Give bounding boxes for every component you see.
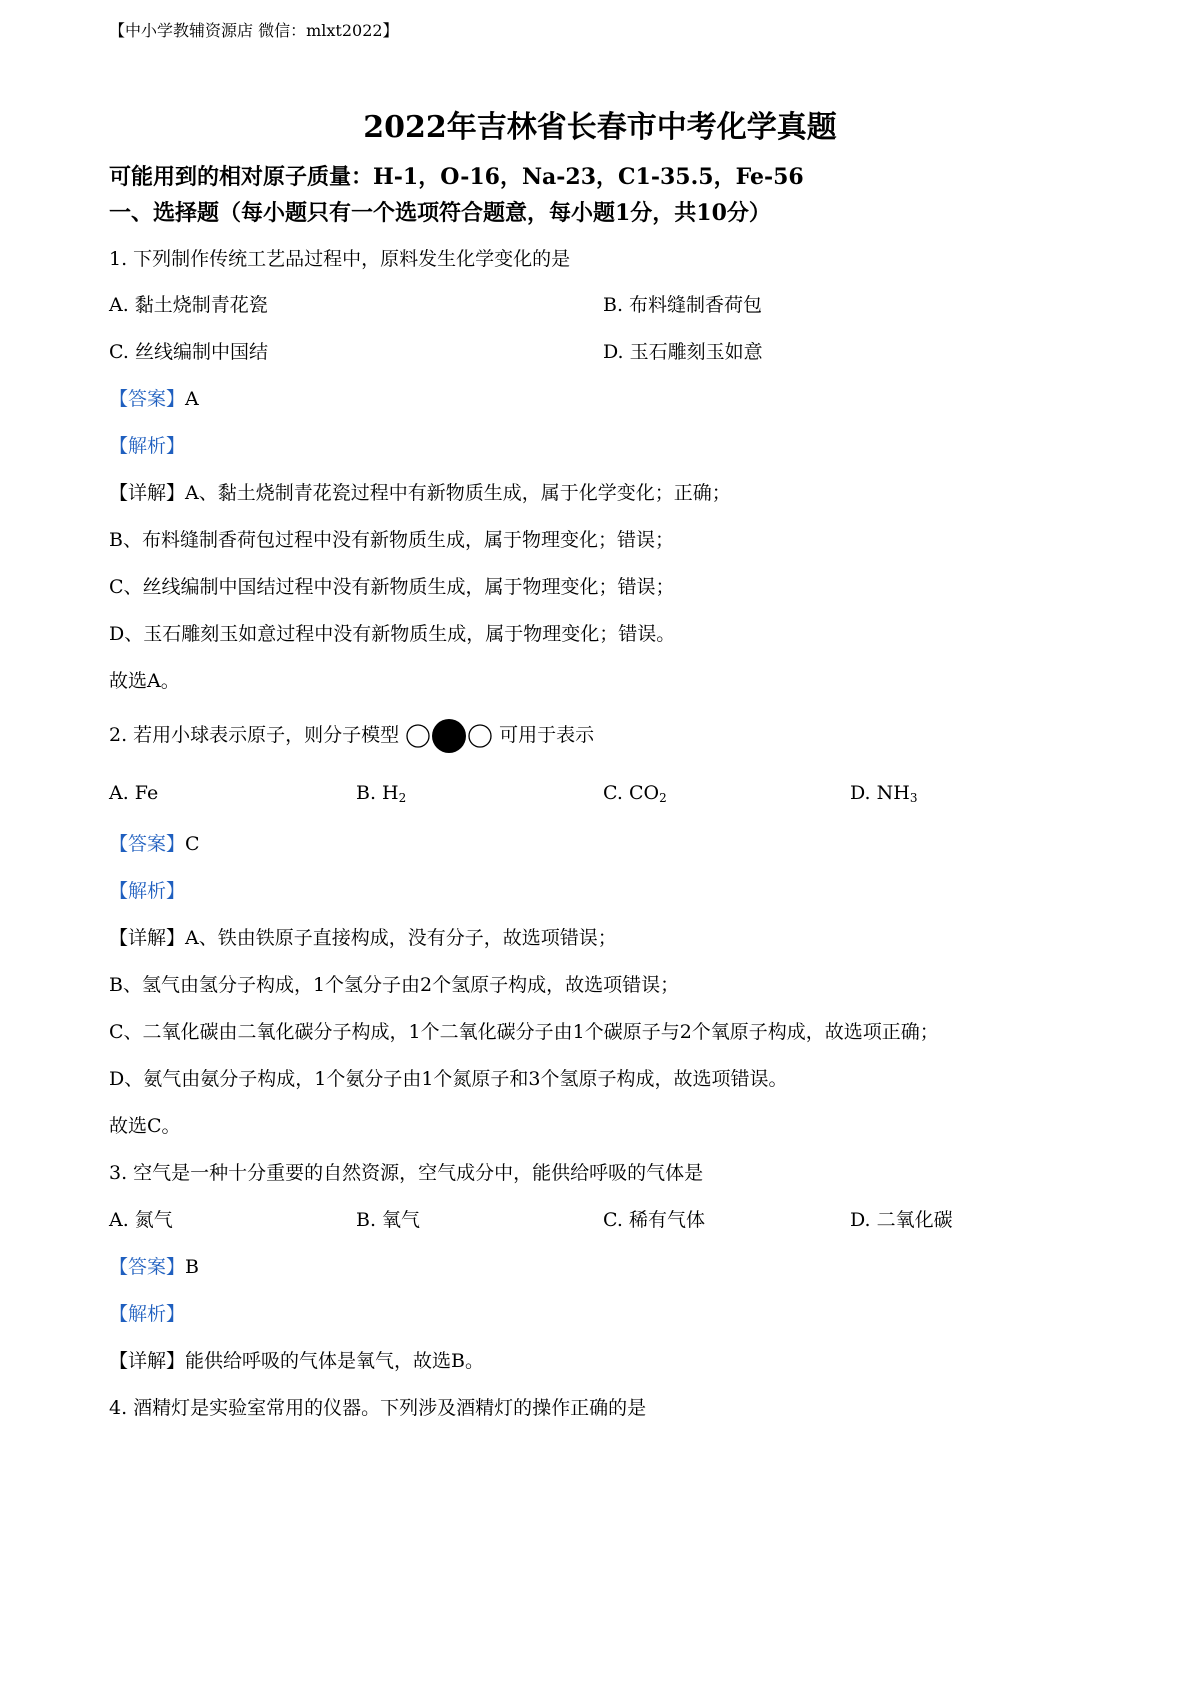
q3-detail-1: [109, 1346, 484, 1373]
q1-detail-1-text: A、黏土烧制青花瓷过程中有新物质生成，属于化学变化；正确；: [185, 482, 731, 504]
q2-answer-value: C: [185, 833, 200, 855]
q2-option-b-text: B. H: [356, 782, 399, 804]
q3-answer-value: B: [185, 1256, 199, 1278]
q2-option-b-sub: 2: [398, 791, 407, 805]
q1-detail-3: C、丝线编制中国结过程中没有新物质生成，属于物理变化；错误；: [109, 576, 675, 598]
q2-option-a: A. Fe: [109, 782, 159, 804]
q2-stem-post: 可用于表示: [499, 724, 595, 746]
q3-stem: 3. 空气是一种十分重要的自然资源，空气成分中，能供给呼吸的气体是: [109, 1162, 704, 1184]
q2-option-b: [356, 782, 406, 804]
detail-label: 【详解】: [109, 482, 186, 504]
q1-detail-4: D、玉石雕刻玉如意过程中没有新物质生成，属于物理变化；错误。: [109, 623, 676, 645]
q2-detail-4: D、氨气由氨分子构成，1个氨分子由1个氮原子和3个氢原子构成，故选项错误。: [109, 1068, 788, 1090]
page-header: 【中小学教辅资源店 微信：mlxt2022】: [109, 21, 399, 40]
q3-detail-1-text: 能供给呼吸的气体是氧气，故选B。: [185, 1350, 484, 1372]
q2-detail-2: B、氢气由氢分子构成，1个氢分子由2个氢原子构成，故选项错误；: [109, 974, 680, 996]
section-heading: 一、选择题（每小题只有一个选项符合题意，每小题1分，共10分）: [109, 200, 771, 226]
q3-option-b: B. 氧气: [356, 1209, 421, 1231]
q1-option-b: B. 布料缝制香荷包: [603, 294, 763, 316]
q2-answer: [109, 829, 200, 856]
answer-label: 【答案】: [109, 388, 186, 410]
detail-label: 【详解】: [109, 1350, 186, 1372]
q1-detail-2: B、布料缝制香荷包过程中没有新物质生成，属于物理变化；错误；: [109, 529, 674, 551]
q1-answer: [109, 384, 199, 411]
q2-option-c: [603, 782, 667, 804]
molecule-model-icon: [405, 718, 493, 754]
q2-option-d-sub: 3: [909, 791, 918, 805]
q2-option-d: [850, 782, 917, 804]
q2-option-c-sub: 2: [659, 791, 667, 805]
q2-stem-pre: 2. 若用小球表示原子，则分子模型: [109, 724, 400, 746]
q1-answer-value: A: [185, 388, 199, 410]
q2-detail-1: [109, 923, 617, 950]
detail-label: 【详解】: [109, 927, 186, 949]
q4-stem: 4. 酒精灯是实验室常用的仪器。下列涉及酒精灯的操作正确的是: [109, 1397, 647, 1419]
page-title: 2022年吉林省长春市中考化学真题: [363, 110, 837, 145]
q2-detail-3: C、二氧化碳由二氧化碳分子构成，1个二氧化碳分子由1个碳原子与2个氧原子构成，故选项正确；: [109, 1021, 939, 1043]
q1-option-a: A. 黏土烧制青花瓷: [109, 294, 268, 316]
q1-detail-1: [109, 478, 731, 505]
answer-label: 【答案】: [109, 833, 186, 855]
q1-conclusion: 故选A。: [109, 670, 180, 692]
atomic-mass-line: 可能用到的相对原子质量：H-1，O-16，Na-23，C1-35.5，Fe-56: [109, 164, 804, 190]
answer-label: 【答案】: [109, 1256, 186, 1278]
q3-option-c: C. 稀有气体: [603, 1209, 705, 1231]
q1-option-d: D. 玉石雕刻玉如意: [603, 341, 763, 363]
q2-detail-1-text: A、铁由铁原子直接构成，没有分子，故选项错误；: [185, 927, 617, 949]
q3-analysis-label: 【解析】: [109, 1303, 186, 1325]
q3-option-a: A. 氮气: [109, 1209, 173, 1231]
q1-analysis-label: 【解析】: [109, 435, 186, 457]
q3-answer: [109, 1252, 199, 1279]
q3-option-d: D. 二氧化碳: [850, 1209, 953, 1231]
q1-stem: 1. 下列制作传统工艺品过程中，原料发生化学变化的是: [109, 248, 571, 270]
q1-option-c: C. 丝线编制中国结: [109, 341, 268, 363]
q2-option-d-text: D. NH: [850, 782, 910, 804]
q2-option-c-text: C. CO: [603, 782, 660, 804]
q2-conclusion: 故选C。: [109, 1115, 181, 1137]
q2-analysis-label: 【解析】: [109, 880, 186, 902]
q2-stem: [109, 718, 594, 754]
